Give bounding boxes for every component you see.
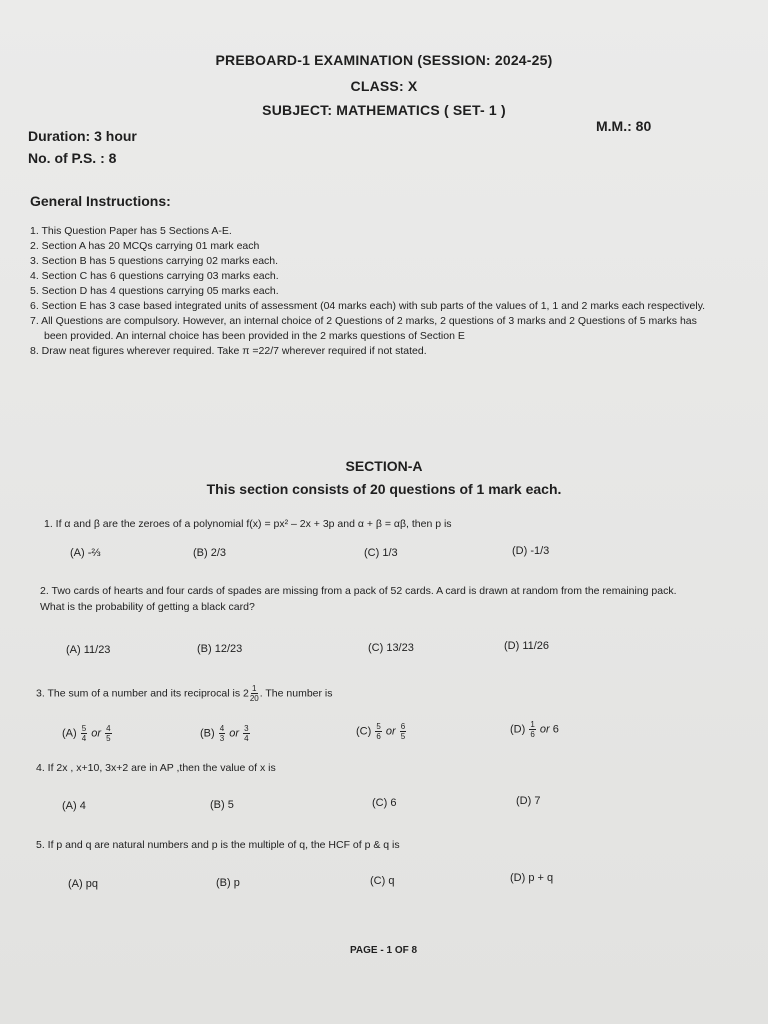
question-4-text: 4. If 2x , x+10, 3x+2 are in AP ,then the value of x is — [36, 762, 276, 774]
q1-option-d: (D) -1/3 — [512, 545, 550, 557]
q2-option-a: (A) 11/23 — [66, 644, 111, 656]
q4-option-d: (D) 7 — [516, 795, 541, 807]
q2-option-d: (D) 11/26 — [504, 640, 550, 652]
q1-option-c: (C) 1/3 — [364, 547, 398, 559]
q1-option-b: (B) 2/3 — [193, 547, 227, 559]
instructions-list — [22, 224, 722, 359]
instruction-item: 8. Draw neat figures wherever required. Take π =22/7 wherever required if not stated. — [30, 345, 427, 357]
q5-option-a: (A) pq — [68, 878, 98, 890]
q3-option-d: (D) $\frac{1}{6}$ or 6 — [510, 720, 559, 739]
q5-option-d: (D) p + q — [510, 872, 554, 884]
instruction-item: 2. Section A has 20 MCQs carrying 01 mark each — [30, 240, 260, 252]
q2-option-c: (C) 13/23 — [368, 642, 414, 654]
question-3-text — [36, 684, 333, 703]
instruction-item: 6. Section E has 3 case based integrated units of assessment (04 marks each) with sub parts of the values of 1, 1 and 2 marks each respectively. — [30, 300, 706, 312]
section-subtitle: This section consists of 20 questions of 1 mark each. — [206, 481, 562, 497]
duration: Duration: 3 hour — [28, 128, 137, 144]
q2-option-b: (B) 12/23 — [197, 643, 243, 655]
q4-option-b: (B) 5 — [210, 799, 234, 811]
q3-mixed-fraction: $\frac{1}{20}$ — [249, 684, 259, 703]
q3-option-c: (C) $\frac{5}{6}$ or $\frac{6}{5}$ — [356, 722, 406, 741]
q3-text-pre: 3. The sum of a number and its reciprocal is 2 — [36, 687, 249, 700]
page-count: No. of P.S. : 8 — [28, 150, 117, 166]
q1-option-a: (A) -⅔ — [70, 547, 101, 559]
instruction-item: 1. This Question Paper has 5 Sections A-E. — [30, 225, 232, 237]
page-number: PAGE - 1 OF 8 — [350, 945, 418, 956]
class-label: CLASS: X — [350, 78, 418, 94]
q3-option-b: (B) $\frac{4}{3}$ or $\frac{3}{4}$ — [200, 724, 249, 743]
q3-text-post: . The number is — [259, 687, 333, 700]
instruction-item: 3. Section B has 5 questions carrying 02 marks each. — [30, 255, 279, 267]
q5-option-b: (B) p — [216, 877, 240, 889]
q4-option-a: (A) 4 — [62, 800, 86, 812]
subject-label: SUBJECT: MATHEMATICS ( SET- 1 ) — [262, 102, 506, 118]
q3-option-a: (A) $\frac{5}{4}$ or $\frac{4}{5}$ — [62, 724, 111, 743]
instruction-item: 7. All Questions are compulsory. However, an internal choice of 2 Questions of 2 marks, 2 questions of 3 marks and 2 Questions of 5 marks has been provided. An internal choice has been provided in the 2 marks questions of Section E — [30, 315, 697, 342]
max-marks: M.M.: 80 — [596, 118, 652, 134]
q5-option-c: (C) q — [370, 875, 395, 887]
question-2-text: 2. Two cards of hearts and four cards of spades are missing from a pack of 52 cards. A card is drawn at random from the remaining pack. What is the probability of getting a black card? — [40, 585, 677, 613]
section-title: SECTION-A — [345, 458, 423, 474]
question-1-text: 1. If α and β are the zeroes of a polynomial f(x) = px² – 2x + 3p and α + β = αβ, then p is — [44, 518, 452, 530]
instruction-item: 5. Section D has 4 questions carrying 05 marks each. — [30, 285, 279, 297]
instruction-item: 4. Section C has 6 questions carrying 03 marks each. — [30, 270, 279, 282]
question-5-text: 5. If p and q are natural numbers and p is the multiple of q, the HCF of p & q is — [36, 839, 400, 851]
q4-option-c: (C) 6 — [372, 797, 397, 809]
instructions-title: General Instructions: — [30, 193, 171, 209]
exam-title: PREBOARD-1 EXAMINATION (SESSION: 2024-25) — [215, 52, 553, 68]
